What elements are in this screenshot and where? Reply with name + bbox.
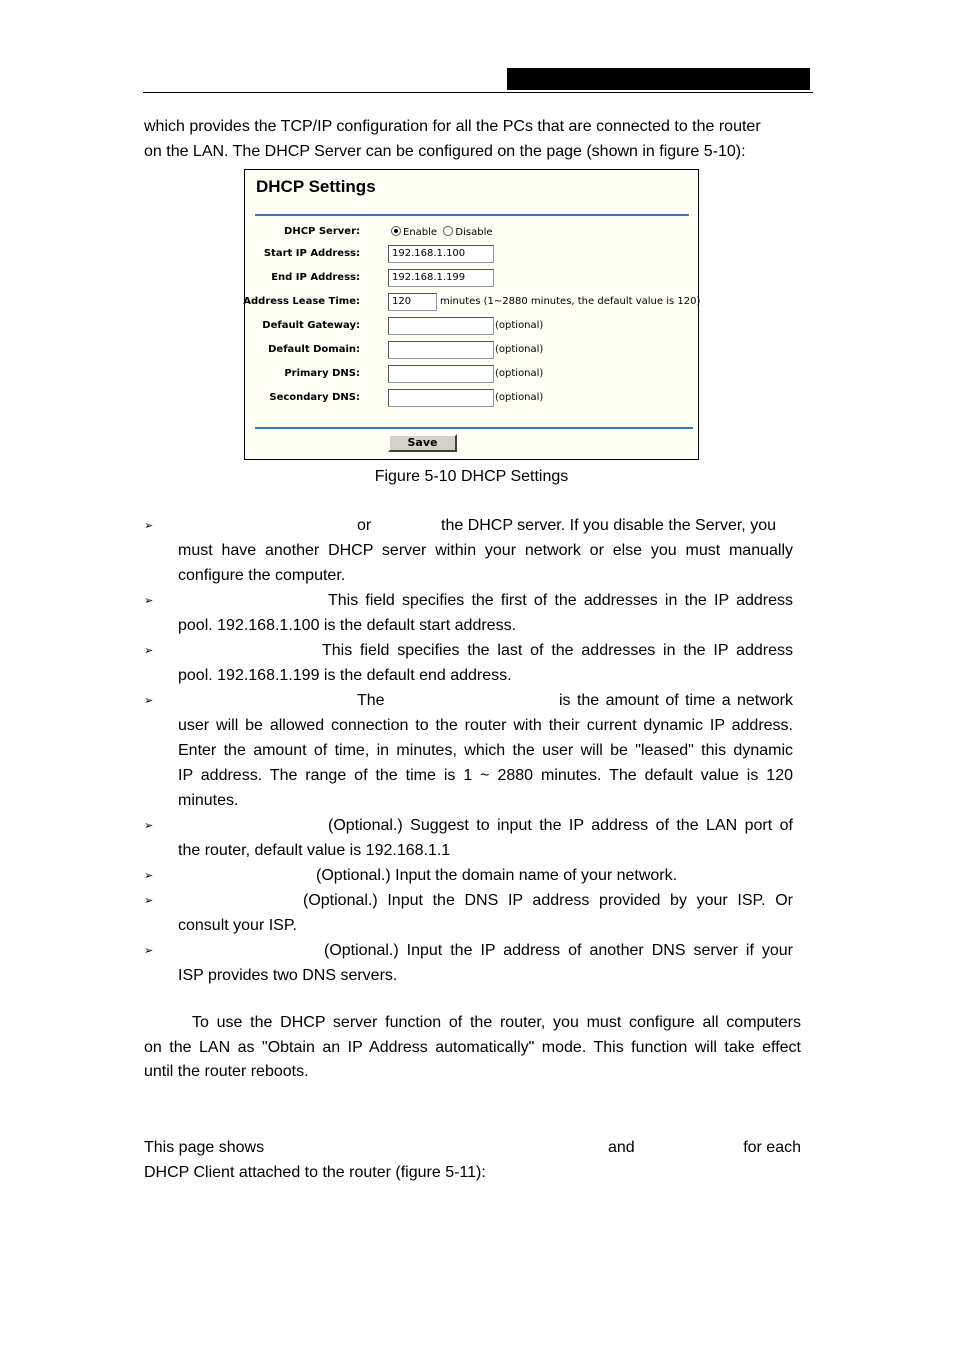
panel-bottom-divider <box>255 427 693 429</box>
b4-line-4: IP address. The range of the time is 1 ~ 2880 minutes. The default value is 120 <box>178 767 793 784</box>
note-paragraph <box>144 1011 801 1085</box>
default-domain-row <box>245 341 700 361</box>
save-button[interactable]: Save <box>388 434 457 452</box>
b5-line-1: (Optional.) Suggest to input the IP address of the LAN port of <box>328 817 793 834</box>
default-gateway-input[interactable] <box>388 317 494 335</box>
bullet-marker: ➢ <box>144 820 154 832</box>
primary-dns-input[interactable] <box>388 365 494 383</box>
intro-line-1: which provides the TCP/IP configuration for all the PCs that are connected to the router <box>144 118 761 135</box>
default-gateway-row <box>245 317 700 337</box>
default-domain-label: Default Domain: <box>268 344 360 355</box>
start-ip-input[interactable]: 192.168.1.100 <box>388 245 494 263</box>
b6-line-1: (Optional.) Input the domain name of your network. <box>316 867 678 884</box>
dhcp-server-radio-group <box>391 226 493 238</box>
lease-time-label: Address Lease Time: <box>243 296 360 307</box>
header-bar <box>507 68 810 90</box>
primary-dns-label: Primary DNS: <box>284 368 360 379</box>
bullet-secondary-dns <box>144 938 793 988</box>
bullet-marker: ➢ <box>144 945 154 957</box>
secondary-dns-optional: (optional) <box>495 392 544 403</box>
lease-time-row <box>245 293 700 313</box>
bullet-lease-time <box>144 688 793 813</box>
b1-line-3: configure the computer. <box>178 567 346 584</box>
panel-title: DHCP Settings <box>256 177 376 196</box>
bullet-marker: ➢ <box>144 595 154 607</box>
b8-line-1: (Optional.) Input the IP address of another DNS server if your <box>324 942 793 959</box>
secondary-dns-row <box>245 389 700 409</box>
b2-line-1: This field specifies the first of the addresses in the IP address <box>328 592 793 609</box>
b4-rest: is the amount of time a network <box>559 692 793 709</box>
default-gateway-label: Default Gateway: <box>262 320 360 331</box>
b1-line-2: must have another DHCP server within your network or else you must manually <box>178 542 793 559</box>
secondary-dns-input[interactable] <box>388 389 494 407</box>
end-ip-label: End IP Address: <box>271 272 360 283</box>
end-ip-row <box>245 269 700 289</box>
bullet-end-ip <box>144 638 793 688</box>
start-ip-label: Start IP Address: <box>263 248 360 259</box>
bullet-marker: ➢ <box>144 695 154 707</box>
end-ip-input[interactable]: 192.168.1.199 <box>388 269 494 287</box>
clients-part-2: and <box>608 1139 635 1156</box>
clients-paragraph <box>144 1136 801 1185</box>
bullet-default-gateway <box>144 813 793 863</box>
start-ip-row <box>245 245 700 265</box>
b3-line-1: This field specifies the last of the addresses in the IP address <box>322 642 793 659</box>
lease-time-note: minutes (1~2880 minutes, the default value is 120) <box>440 296 701 307</box>
figure-caption: Figure 5-10 DHCP Settings <box>374 468 569 485</box>
bullet-primary-dns <box>144 888 793 938</box>
default-gateway-optional: (optional) <box>495 320 544 331</box>
b5-line-2: the router, default value is 192.168.1.1 <box>178 842 451 859</box>
primary-dns-optional: (optional) <box>495 368 544 379</box>
b8-line-2: ISP provides two DNS servers. <box>178 967 398 984</box>
lease-time-input[interactable]: 120 <box>388 293 437 311</box>
dhcp-server-label: DHCP Server: <box>284 226 360 237</box>
note-line-2: on the LAN as "Obtain an IP Address automatically" mode. This function will take effect <box>144 1038 801 1056</box>
b3-line-2: pool. 192.168.1.199 is the default end address. <box>178 667 512 684</box>
bullet-default-domain <box>144 863 793 888</box>
panel-title-divider <box>255 214 689 216</box>
disable-label: Disable <box>455 227 493 238</box>
dhcp-settings-panel <box>244 169 699 460</box>
bullet-marker: ➢ <box>144 520 154 532</box>
intro-paragraph <box>144 115 801 164</box>
enable-radio[interactable] <box>391 226 401 236</box>
primary-dns-row <box>245 365 700 385</box>
secondary-dns-label: Secondary DNS: <box>269 392 360 403</box>
b7-line-2: consult your ISP. <box>178 917 297 934</box>
intro-line-2: on the LAN. The DHCP Server can be configured on the page (shown in figure 5-10): <box>144 142 746 160</box>
enable-label: Enable <box>403 227 438 238</box>
b1-or: or <box>357 517 372 534</box>
note-line-3: until the router reboots. <box>144 1063 309 1080</box>
note-line-1: To use the DHCP server function of the router, you must configure all computers <box>192 1014 801 1031</box>
bullet-marker: ➢ <box>144 645 154 657</box>
dhcp-server-row <box>245 223 700 243</box>
bullet-dhcp-server <box>144 513 793 588</box>
b4-line-2: user will be allowed connection to the router with their current dynamic IP address. <box>178 717 793 734</box>
b2-line-2: pool. 192.168.1.100 is the default start address. <box>178 617 517 634</box>
b4-line-5: minutes. <box>178 792 239 809</box>
header-rule <box>143 92 813 93</box>
b4-the: The <box>357 692 385 709</box>
b4-line-3: Enter the amount of time, in minutes, which the user will be "leased" this dynamic <box>178 742 793 759</box>
b7-line-1: (Optional.) Input the DNS IP address provided by your ISP. Or <box>303 892 793 909</box>
b1-rest: the DHCP server. If you disable the Server, you <box>441 517 776 534</box>
clients-line-2: DHCP Client attached to the router (figure 5-11): <box>144 1163 486 1181</box>
default-domain-input[interactable] <box>388 341 494 359</box>
bullet-start-ip <box>144 588 793 638</box>
default-domain-optional: (optional) <box>495 344 544 355</box>
bullet-marker: ➢ <box>144 895 154 907</box>
disable-radio[interactable] <box>443 226 453 236</box>
bullet-marker: ➢ <box>144 870 154 882</box>
clients-part-3: for each <box>743 1139 801 1156</box>
clients-part-1: This page shows <box>144 1139 265 1156</box>
